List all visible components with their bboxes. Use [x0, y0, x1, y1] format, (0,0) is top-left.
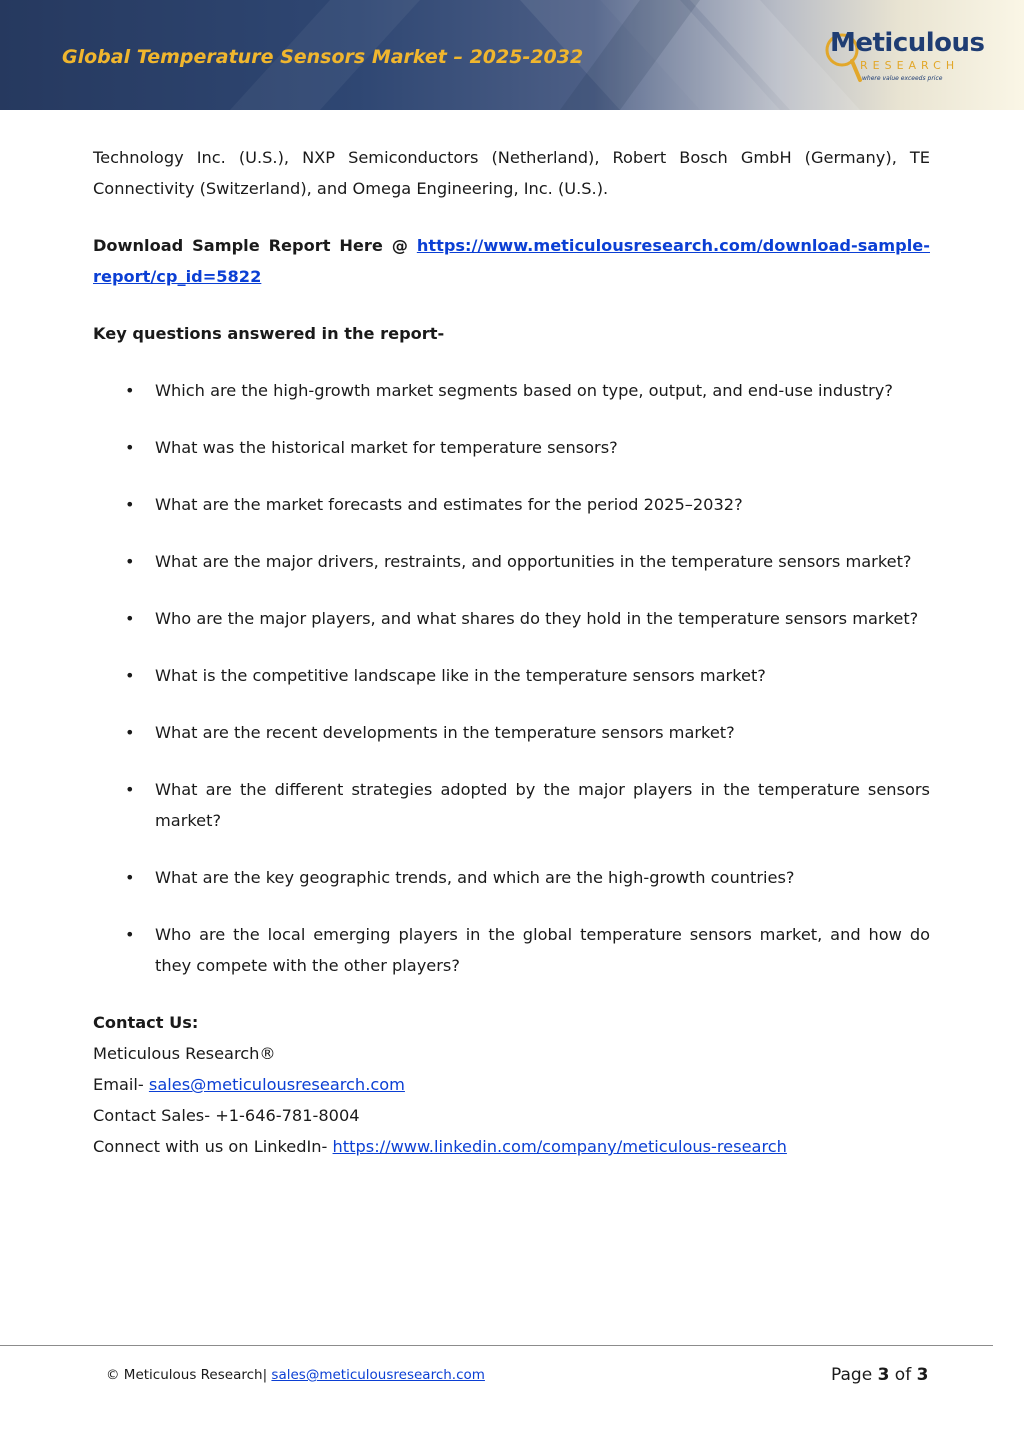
list-item: [93, 774, 930, 836]
bullet-icon: •: [125, 381, 135, 400]
logo-name: Meticulous: [830, 28, 985, 58]
download-paragraph: [93, 230, 930, 292]
page-number: [831, 1365, 928, 1385]
list-item: [93, 660, 930, 691]
question-text: What are the key geographic trends, and which are the high-growth countries?: [155, 868, 795, 887]
bullet-icon: •: [125, 868, 135, 887]
bullet-icon: •: [125, 438, 135, 457]
list-item: [93, 919, 930, 981]
page-of: of: [889, 1365, 917, 1385]
question-text: Who are the local emerging players in the global temperature sensors market, and how do they compete with the other players?: [155, 925, 930, 975]
questions-heading: Key questions answered in the report-: [93, 324, 445, 343]
bullet-icon: •: [125, 552, 135, 571]
question-text: What are the different strategies adopted by the major players in the temperature sensors market?: [155, 780, 930, 830]
list-item: [93, 489, 930, 520]
contact-sales: Contact Sales- +1-646-781-8004: [93, 1106, 360, 1125]
logo-tagline: where value exceeds price: [862, 75, 943, 82]
logo-sub: RESEARCH: [860, 59, 960, 72]
contact-email-link[interactable]: sales@meticulousresearch.com: [148, 1075, 405, 1094]
bullet-icon: •: [125, 666, 135, 685]
page-current: 3: [877, 1365, 890, 1385]
question-text: What was the historical market for temperature sensors?: [155, 438, 618, 457]
question-text: What are the major drivers, restraints, and opportunities in the temperature sensors market?: [155, 552, 912, 571]
bullet-icon: •: [125, 723, 135, 742]
footer-divider: [0, 1345, 993, 1346]
list-item: [93, 375, 930, 406]
question-text: What are the market forecasts and estimates for the period 2025–2032?: [155, 495, 743, 514]
contact-company: Meticulous Research®: [93, 1044, 276, 1063]
list-item: [93, 717, 930, 748]
linkedin-link[interactable]: https://www.linkedin.com/company/meticulous-research: [332, 1137, 787, 1156]
contact-heading: Contact Us:: [93, 1013, 199, 1032]
questions-list: [93, 375, 930, 981]
linkedin-label: Connect with us on LinkedIn-: [93, 1137, 333, 1156]
bullet-icon: •: [125, 609, 135, 628]
question-text: What are the recent developments in the temperature sensors market?: [155, 723, 735, 742]
list-item: [93, 546, 930, 577]
bullet-icon: •: [125, 495, 135, 514]
question-text: What is the competitive landscape like in the temperature sensors market?: [155, 666, 766, 685]
question-text: Which are the high-growth market segments based on type, output, and end-use industry?: [155, 381, 893, 400]
download-link[interactable]: https://www.meticulousresearch.com/download-sample-report/cp_id=5822: [93, 236, 930, 286]
footer-email-link[interactable]: sales@meticulousresearch.com: [271, 1367, 485, 1383]
email-label: Email-: [93, 1075, 149, 1094]
question-text: Who are the major players, and what shares do they hold in the temperature sensors market?: [155, 609, 919, 628]
intro-paragraph: Technology Inc. (U.S.), NXP Semiconductors (Netherland), Robert Bosch GmbH (Germany), TE Connectivity (Switzerland), and Omega Engineering, Inc. (U.S.).: [93, 148, 930, 198]
list-item: [93, 603, 930, 634]
report-title: Global Temperature Sensors Market – 2025-2032: [62, 46, 584, 68]
download-label: Download Sample Report Here @: [93, 236, 417, 255]
contact-email-row: [93, 1069, 930, 1100]
footer-copyright: [106, 1367, 485, 1383]
bullet-icon: •: [125, 780, 135, 799]
page-label: Page: [831, 1365, 878, 1385]
footer-copyright-text: © Meticulous Research|: [106, 1367, 272, 1383]
document-body: [93, 142, 930, 1162]
contact-section: [93, 1007, 930, 1162]
page-header: [0, 0, 1024, 110]
bullet-icon: •: [125, 925, 135, 944]
list-item: [93, 862, 930, 893]
page-total: 3: [916, 1365, 929, 1385]
meticulous-research-logo: [822, 28, 985, 90]
list-item: [93, 432, 930, 463]
contact-linkedin-row: [93, 1131, 930, 1162]
